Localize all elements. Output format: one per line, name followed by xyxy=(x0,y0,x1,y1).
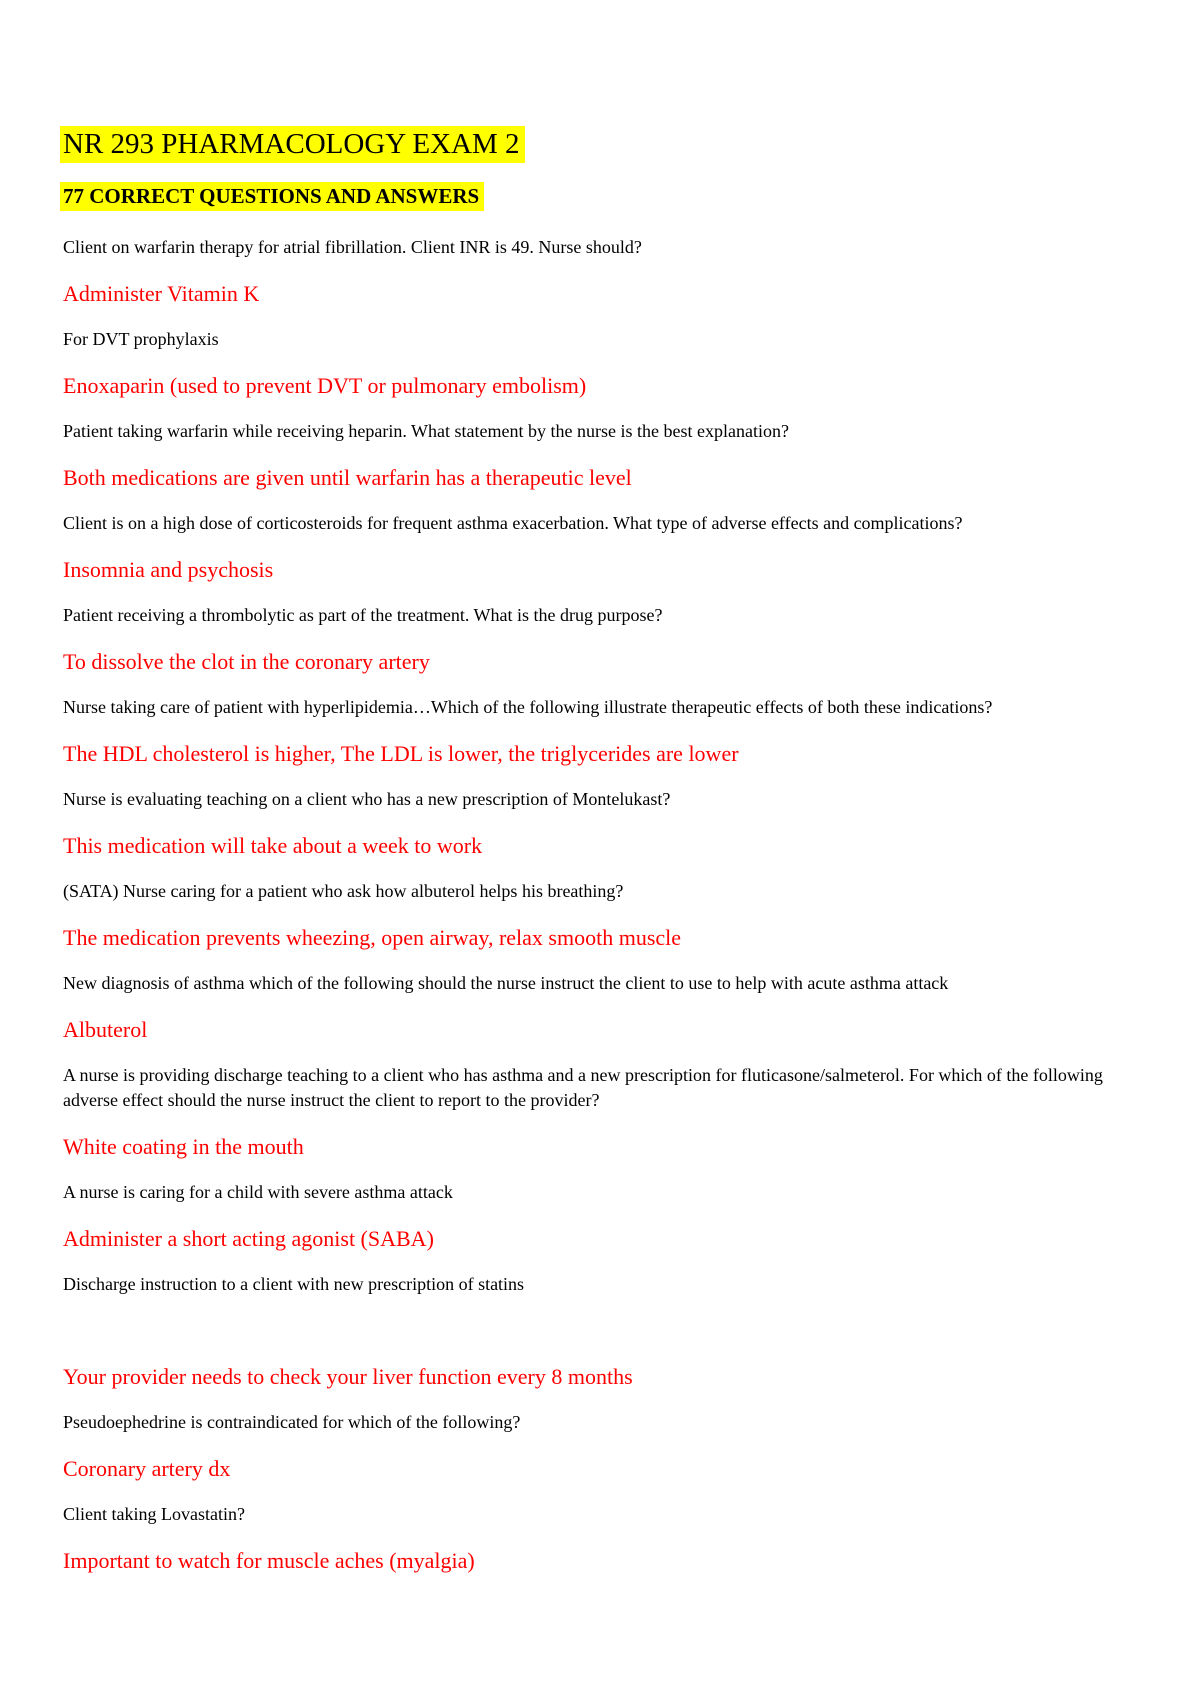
answer-text: Coronary artery dx xyxy=(63,1456,231,1481)
question-text: Patient receiving a thrombolytic as part of the treatment. What is the drug purpose? xyxy=(63,605,663,625)
answer-text: Important to watch for muscle aches (myalgia) xyxy=(63,1548,475,1573)
qa-list xyxy=(60,235,1128,1573)
question-text: Nurse taking care of patient with hyperlipidemia…Which of the following illustrate therapeutic effects of both these indications? xyxy=(63,697,993,717)
question-text: Client on warfarin therapy for atrial fibrillation. Client INR is 49. Nurse should? xyxy=(63,237,642,257)
answer-text: This medication will take about a week to work xyxy=(63,833,483,858)
question-text: Pseudoephedrine is contraindicated for which of the following? xyxy=(63,1412,521,1432)
answer-text: Insomnia and psychosis xyxy=(63,557,274,582)
answer-text: Administer Vitamin K xyxy=(63,281,260,306)
answer-text: Administer a short acting agonist (SABA) xyxy=(63,1226,434,1251)
answer-text: Albuterol xyxy=(63,1017,148,1042)
question-text: Discharge instruction to a client with new prescription of statins xyxy=(63,1274,525,1294)
answer-text: Both medications are given until warfarin has a therapeutic level xyxy=(63,465,632,490)
subtitle-highlight: 77 CORRECT QUESTIONS AND ANSWERS xyxy=(60,182,484,211)
question-text: New diagnosis of asthma which of the following should the nurse instruct the client to use to help with acute asthma attack xyxy=(63,973,949,993)
question-text: Client taking Lovastatin? xyxy=(63,1504,245,1524)
question-text: Nurse is evaluating teaching on a client who has a new prescription of Montelukast? xyxy=(63,789,671,809)
document-subtitle xyxy=(60,183,1128,210)
document-title xyxy=(60,126,1128,162)
question-text: Client is on a high dose of corticosteroids for frequent asthma exacerbation. What type of adverse effects and complications? xyxy=(63,513,963,533)
answer-text: Your provider needs to check your liver function every 8 months xyxy=(63,1364,633,1389)
blank-line xyxy=(63,1318,1128,1343)
answer-text: White coating in the mouth xyxy=(63,1134,304,1159)
question-text: A nurse is providing discharge teaching to a client who has asthma and a new prescription for fluticasone/salmeterol. For which of the following adverse effect should the nurse instruct the client to report to the provider? xyxy=(63,1065,1103,1110)
question-text: A nurse is caring for a child with severe asthma attack xyxy=(63,1182,453,1202)
answer-text: The HDL cholesterol is higher, The LDL is lower, the triglycerides are lower xyxy=(63,741,739,766)
question-text: (SATA) Nurse caring for a patient who ask how albuterol helps his breathing? xyxy=(63,881,624,901)
title-highlight: NR 293 PHARMACOLOGY EXAM 2 xyxy=(60,126,525,163)
question-text: For DVT prophylaxis xyxy=(63,329,219,349)
answer-text: Enoxaparin (used to prevent DVT or pulmonary embolism) xyxy=(63,373,587,398)
answer-text: To dissolve the clot in the coronary artery xyxy=(63,649,430,674)
question-text: Patient taking warfarin while receiving heparin. What statement by the nurse is the best explanation? xyxy=(63,421,789,441)
answer-text: The medication prevents wheezing, open airway, relax smooth muscle xyxy=(63,925,682,950)
